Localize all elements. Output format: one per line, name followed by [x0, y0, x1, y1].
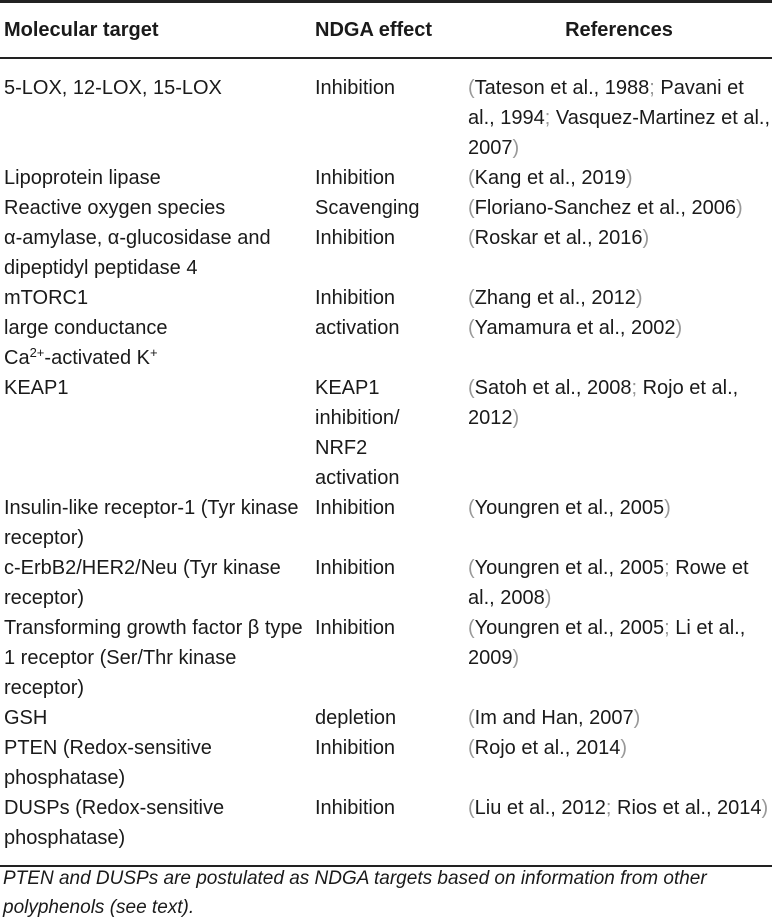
- cell-references: [466, 58, 772, 163]
- target-text: -activated K: [44, 347, 151, 369]
- cell-ndga-effect: depletion: [315, 707, 397, 729]
- reference-link[interactable]: Roskar et al., 2016: [474, 227, 643, 249]
- paren-close: ): [675, 317, 683, 339]
- cell-references: [466, 373, 772, 493]
- superscript-charge: 2+: [29, 345, 45, 360]
- cell-references: [466, 493, 772, 553]
- reference-link[interactable]: Rios et al., 2014: [617, 797, 762, 819]
- reference-link[interactable]: Pavani et al., 1994: [468, 77, 744, 129]
- effect-line: inhibition/: [315, 407, 400, 429]
- reference-link[interactable]: Satoh et al., 2008: [474, 377, 632, 399]
- cell-references: [466, 793, 772, 866]
- cell-references: [466, 223, 772, 283]
- cell-ndga-effect: Inhibition: [315, 167, 396, 189]
- paren-close: ): [735, 197, 743, 219]
- effect-line: KEAP1: [315, 377, 380, 399]
- superscript-charge: +: [150, 345, 158, 360]
- table-row: [0, 163, 772, 193]
- cell-ndga-effect: Inhibition: [315, 617, 396, 639]
- table-row: [0, 283, 772, 313]
- cell-references: [466, 313, 772, 373]
- reference-link[interactable]: Rojo et al., 2014: [474, 737, 621, 759]
- paren-open: (: [468, 557, 475, 579]
- header-row: [0, 2, 772, 59]
- cell-ndga-effect: Inhibition: [315, 227, 396, 249]
- cell-molecular-target: PTEN (Redox-sensitive phosphatase): [4, 737, 212, 789]
- table-row: [0, 613, 772, 703]
- paren-close: ): [761, 797, 769, 819]
- table-row: [0, 703, 772, 733]
- paren-close: ): [664, 497, 671, 519]
- reference-link[interactable]: Li et al., 2009: [468, 617, 746, 669]
- cell-ndga-effect: Inhibition: [313, 793, 466, 866]
- cell-molecular-target: α-amylase, α-glucosidase and dipeptidyl peptidase 4: [4, 227, 271, 279]
- cell-molecular-target: DUSPs (Redox-sensitive phosphatase): [0, 793, 313, 866]
- reference-link[interactable]: Rojo et al., 2012: [468, 377, 739, 429]
- reference-separator: ;: [544, 107, 556, 129]
- cell-references: [466, 613, 772, 703]
- paren-open: (: [468, 497, 475, 519]
- paren-close: ): [642, 227, 650, 249]
- paren-open: (: [468, 317, 475, 339]
- cell-molecular-target: [0, 313, 313, 373]
- table-row: [0, 493, 772, 553]
- paren-close: ): [625, 167, 633, 189]
- cell-molecular-target: mTORC1: [4, 287, 89, 309]
- target-text: Ca: [4, 347, 30, 369]
- paren-open: (: [468, 707, 475, 729]
- paren-close: ): [512, 407, 520, 429]
- reference-link[interactable]: Vasquez-Martinez et al., 2007: [468, 107, 771, 159]
- cell-references: [466, 733, 772, 793]
- paren-close: ): [512, 137, 520, 159]
- table-row: [0, 733, 772, 793]
- cell-ndga-effect: Scavenging: [315, 197, 420, 219]
- table-row: [0, 553, 772, 613]
- reference-link[interactable]: Rowe et al., 2008: [468, 557, 749, 609]
- reference-separator: ;: [605, 797, 618, 819]
- cell-molecular-target: Lipoprotein lipase: [4, 167, 161, 189]
- paren-close: ): [620, 737, 627, 759]
- table-row: [0, 373, 772, 493]
- paren-open: (: [468, 797, 475, 819]
- effect-line: NRF2: [315, 437, 368, 459]
- paren-open: (: [468, 227, 475, 249]
- reference-link[interactable]: Zhang et al., 2012: [474, 287, 636, 309]
- target-text: large conductance: [4, 317, 168, 339]
- paren-close: ): [512, 647, 520, 669]
- reference-link[interactable]: Youngren et al., 2005: [474, 497, 665, 519]
- header-ndga-effect: NDGA effect: [313, 2, 466, 59]
- table-row: [0, 58, 772, 163]
- paren-close: ): [544, 587, 552, 609]
- table-header: [0, 2, 772, 59]
- paren-open: (: [468, 77, 475, 99]
- cell-molecular-target: 5-LOX, 12-LOX, 15-LOX: [4, 77, 222, 99]
- cell-references: [466, 193, 772, 223]
- table-row: [0, 793, 772, 866]
- paren-close: ): [633, 707, 641, 729]
- cell-references: [466, 283, 772, 313]
- reference-link[interactable]: Kang et al., 2019: [474, 167, 626, 189]
- paren-open: (: [468, 617, 475, 639]
- table-footnote: PTEN and DUSPs are postulated as NDGA targets based on information from other polyphenols (see text).: [3, 868, 707, 918]
- paren-open: (: [468, 167, 475, 189]
- header-molecular-target: Molecular target: [0, 2, 313, 59]
- cell-ndga-effect: activation: [315, 317, 400, 339]
- reference-link[interactable]: Floriano-Sanchez et al., 2006: [474, 197, 736, 219]
- reference-separator: ;: [649, 77, 661, 99]
- cell-ndga-effect: Inhibition: [315, 737, 396, 759]
- cell-ndga-effect: Inhibition: [315, 287, 396, 309]
- cell-references: [466, 163, 772, 193]
- cell-ndga-effect: Inhibition: [315, 557, 396, 579]
- cell-ndga-effect: Inhibition: [315, 497, 396, 519]
- table-row: [0, 313, 772, 373]
- cell-molecular-target: GSH: [4, 707, 48, 729]
- reference-link[interactable]: Youngren et al., 2005: [474, 557, 665, 579]
- cell-molecular-target: c-ErbB2/HER2/Neu (Tyr kinase receptor): [4, 557, 281, 609]
- paren-close: ): [635, 287, 643, 309]
- reference-link[interactable]: Youngren et al., 2005: [474, 617, 665, 639]
- reference-separator: ;: [664, 617, 676, 639]
- cell-references: [466, 703, 772, 733]
- cell-ndga-effect: [313, 373, 466, 493]
- cell-ndga-effect: Inhibition: [315, 77, 396, 99]
- reference-separator: ;: [631, 377, 643, 399]
- table-body: [0, 58, 772, 866]
- cell-molecular-target: Transforming growth factor β type 1 receptor (Ser/Thr kinase receptor): [4, 617, 303, 699]
- reference-separator: ;: [664, 557, 676, 579]
- table-row: [0, 193, 772, 223]
- cell-molecular-target: Insulin-like receptor-1 (Tyr kinase receptor): [4, 497, 299, 549]
- effect-line: activation: [315, 467, 400, 489]
- paren-open: (: [468, 737, 475, 759]
- header-references: References: [466, 2, 772, 59]
- reference-link[interactable]: Im and Han, 2007: [474, 707, 634, 729]
- paren-open: (: [468, 287, 475, 309]
- paren-open: (: [468, 377, 475, 399]
- cell-references: [466, 553, 772, 613]
- reference-link[interactable]: Liu et al., 2012: [474, 797, 606, 819]
- cell-molecular-target: Reactive oxygen species: [4, 197, 226, 219]
- paren-open: (: [468, 197, 475, 219]
- reference-link[interactable]: Tateson et al., 1988: [474, 77, 650, 99]
- table-row: [0, 223, 772, 283]
- reference-link[interactable]: Yamamura et al., 2002: [474, 317, 676, 339]
- cell-molecular-target: KEAP1: [4, 377, 69, 399]
